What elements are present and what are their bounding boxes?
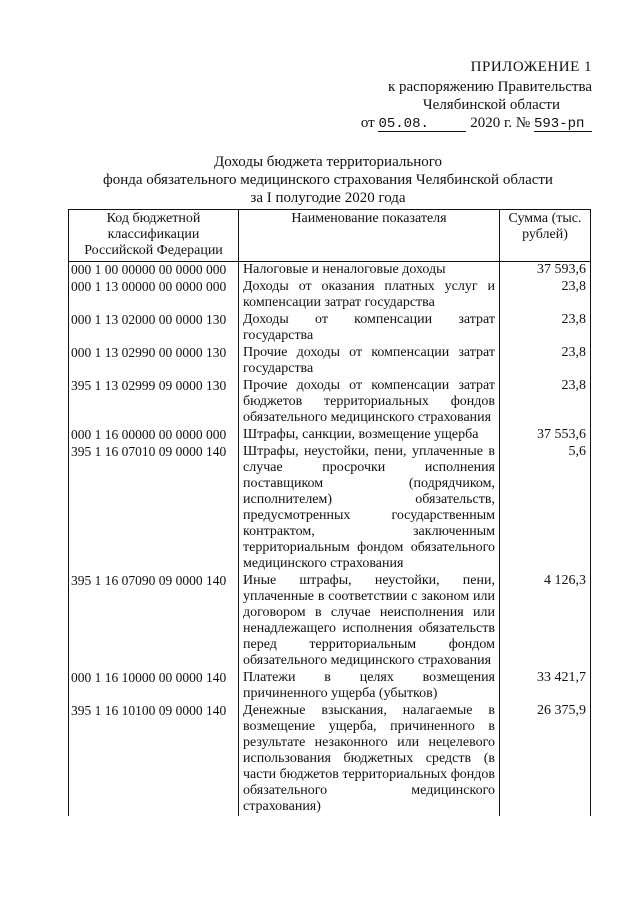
code-cell: 000 1 13 02990 00 0000 130 xyxy=(69,345,239,378)
name-cell: Доходы от компенсации затрат государства xyxy=(239,312,500,345)
sum-cell: 23,8 xyxy=(500,345,591,378)
sum-cell: 23,8 xyxy=(500,279,591,312)
name-cell: Штрафы, санкции, возмещение ущерба xyxy=(239,427,500,444)
code-cell: 395 1 16 07090 09 0000 140 xyxy=(69,573,239,670)
table-row xyxy=(69,670,591,703)
header-sum: Сумма (тыс. рублей) xyxy=(500,210,591,262)
name-cell: Штрафы, неустойки, пени, уплаченные в случае просрочки исполнения поставщиком (подрядчиком, исполнителем) обязательств, предусмотренных государственным контрактом, заключенным территориальным фондом обязательного медицинского страхования xyxy=(239,444,500,573)
name-cell: Прочие доходы от компенсации затрат бюджетов территориальных фондов обязательного медицинского страхования xyxy=(239,378,500,427)
table-row xyxy=(69,262,591,280)
header-name: Наименование показателя xyxy=(239,210,500,262)
table-row xyxy=(69,703,591,816)
code-cell: 000 1 00 00000 00 0000 000 xyxy=(69,262,239,280)
sum-cell: 26 375,9 xyxy=(500,703,591,816)
document-heading xyxy=(68,153,588,207)
table-row xyxy=(69,444,591,573)
order-number: 593-рп xyxy=(534,116,585,132)
heading-line-2: фонда обязательного медицинского страхования Челябинской области xyxy=(103,172,553,188)
sum-cell: 4 126,3 xyxy=(500,573,591,670)
name-cell: Платежи в целях возмещения причиненного ущерба (убытков) xyxy=(239,670,500,703)
appendix-reference: к распоряжению Правительства xyxy=(387,79,592,95)
header-code: Код бюджетной классификации Российской Федерации xyxy=(69,210,239,262)
appendix-region: Челябинской области xyxy=(422,97,560,113)
code-cell: 000 1 16 10000 00 0000 140 xyxy=(69,670,239,703)
name-cell: Налоговые и неналоговые доходы xyxy=(239,262,500,280)
appendix-title: ПРИЛОЖЕНИЕ 1 xyxy=(470,59,592,75)
name-cell: Прочие доходы от компенсации затрат государства xyxy=(239,345,500,378)
sum-cell: 37 593,6 xyxy=(500,262,591,280)
table-header-row xyxy=(69,210,591,262)
heading-line-3: за I полугодие 2020 года xyxy=(250,190,406,206)
order-date: 05.08. xyxy=(378,116,429,132)
sum-cell: 23,8 xyxy=(500,378,591,427)
table-row xyxy=(69,427,591,444)
sum-cell: 23,8 xyxy=(500,312,591,345)
sum-cell: 33 421,7 xyxy=(500,670,591,703)
table-row xyxy=(69,573,591,670)
code-cell: 395 1 16 07010 09 0000 140 xyxy=(69,444,239,573)
from-label: от xyxy=(360,115,375,131)
heading-line-1: Доходы бюджета территориального xyxy=(213,154,443,170)
table-row xyxy=(69,279,591,312)
table-row xyxy=(69,378,591,427)
code-cell: 000 1 16 00000 00 0000 000 xyxy=(69,427,239,444)
table-row xyxy=(69,345,591,378)
name-cell: Доходы от оказания платных услуг и компенсации затрат государства xyxy=(239,279,500,312)
sum-cell: 5,6 xyxy=(500,444,591,573)
sum-cell: 37 553,6 xyxy=(500,427,591,444)
code-cell: 000 1 13 00000 00 0000 000 xyxy=(69,279,239,312)
code-cell: 000 1 13 02000 00 0000 130 xyxy=(69,312,239,345)
appendix-signature-line xyxy=(361,114,592,132)
table-row xyxy=(69,312,591,345)
name-cell: Денежные взыскания, налагаемые в возмещение ущерба, причиненного в результате незаконного или нецелевого использования бюджетных средств (в части бюджетов территориальных фондов обязательного медицинского страхования) xyxy=(239,703,500,816)
order-year: 2020 г. № xyxy=(470,115,531,131)
code-cell: 395 1 13 02999 09 0000 130 xyxy=(69,378,239,427)
name-cell: Иные штрафы, неустойки, пени, уплаченные в соответствии с законом или договором в случае неисполнения или ненадлежащего исполнения обязательств перед территориальным фондом обязательного медицинского страхования xyxy=(239,573,500,670)
appendix-block xyxy=(361,58,592,132)
code-cell: 395 1 16 10100 09 0000 140 xyxy=(69,703,239,816)
revenue-table xyxy=(68,209,591,816)
